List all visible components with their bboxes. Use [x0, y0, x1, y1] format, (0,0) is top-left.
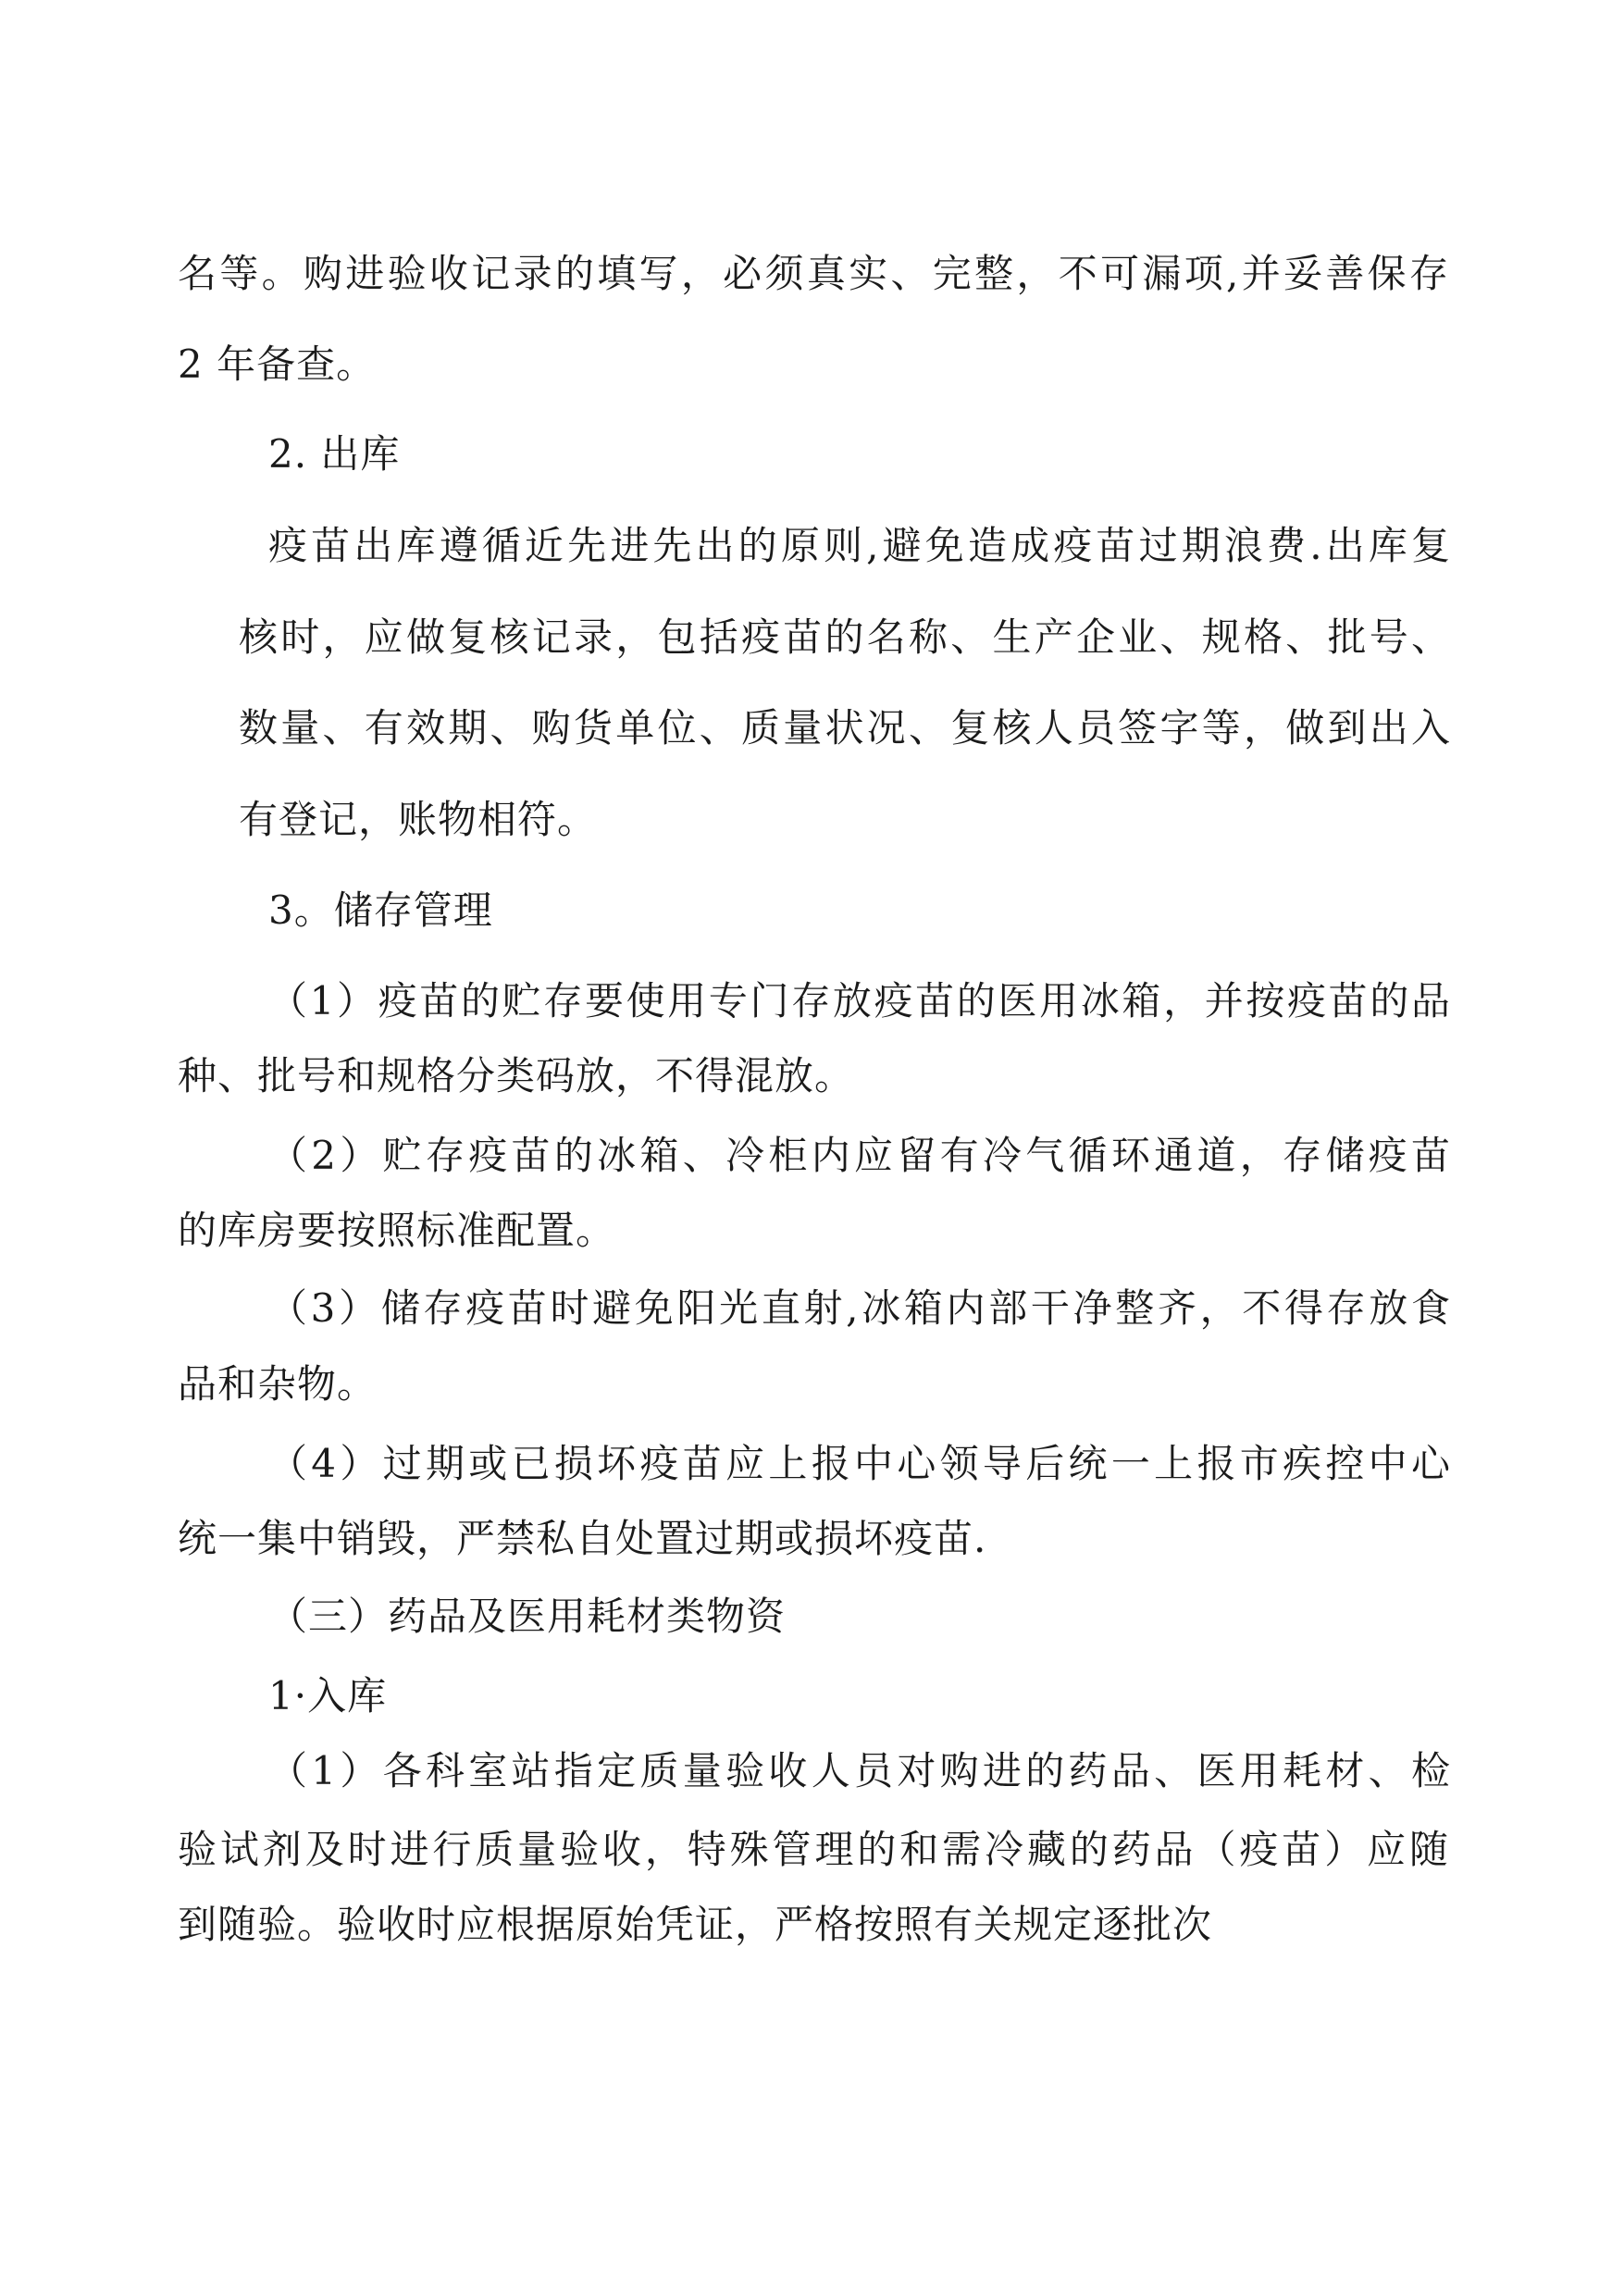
body-text-line: （2）贮存疫苗的冰箱、冷柜内应留有冷气循环通道，存储疫苗	[268, 1133, 1451, 1178]
body-text-line: 的库房要按照标准配置。	[178, 1208, 616, 1253]
body-text-line: 数量、有效期、购货单位、质量状况、复核人员签字等，做到出入	[239, 705, 1451, 751]
body-text-line: 2 年备查。	[178, 341, 377, 387]
body-text-line: （1）各科室站指定质量验收人员对购进的药品、医用耗材、检	[268, 1748, 1451, 1793]
body-text-line: 疫苗出库遵循近先进先出的原则,避免造成疫苗过期浪费.出库复	[268, 523, 1451, 568]
body-text-line: （3）储存疫苗时避免阳光直射,冰箱内部干净整齐，不得存放食	[268, 1285, 1451, 1331]
section-heading-inbound: 1·入库	[268, 1673, 388, 1718]
body-text-line: 统一集中销毁，严禁私自处置过期或损坏疫苗.	[178, 1516, 987, 1561]
body-text-line: 到随验。验收时应根据原始凭证，严格按照有关规定逐批次	[178, 1902, 1213, 1947]
body-text-line: 核时，应做复核记录，包括疫苗的名称、生产企业、规格、批号、	[239, 614, 1451, 660]
body-text-line: 品和杂物。	[178, 1361, 378, 1407]
body-text-line: 验试剂及时进行质量验收，特殊管理的和需冷藏的药品（疫苗）应随	[178, 1827, 1449, 1872]
section-heading-outbound: 2. 出库	[268, 431, 401, 477]
body-text-line: 种、批号和规格分类码放，不得混放。	[178, 1053, 855, 1098]
body-text-line: （4）过期或已损坏疫苗应上报中心领导后统一上报市疾控中心	[268, 1441, 1451, 1486]
body-text-line: 名等。购进验收记录的填写，必须真实、完整，不可漏项,并妥善保存	[178, 251, 1449, 296]
body-text-line: 有登记，账物相符。	[239, 797, 598, 842]
section-heading-medicines: （三）药品及医用耗材类物资	[268, 1594, 787, 1639]
body-text-line: （1）疫苗的贮存要使用专门存放疫苗的医用冰箱，并按疫苗的品	[268, 978, 1451, 1023]
section-heading-storage: 3。储存管理	[268, 887, 493, 933]
